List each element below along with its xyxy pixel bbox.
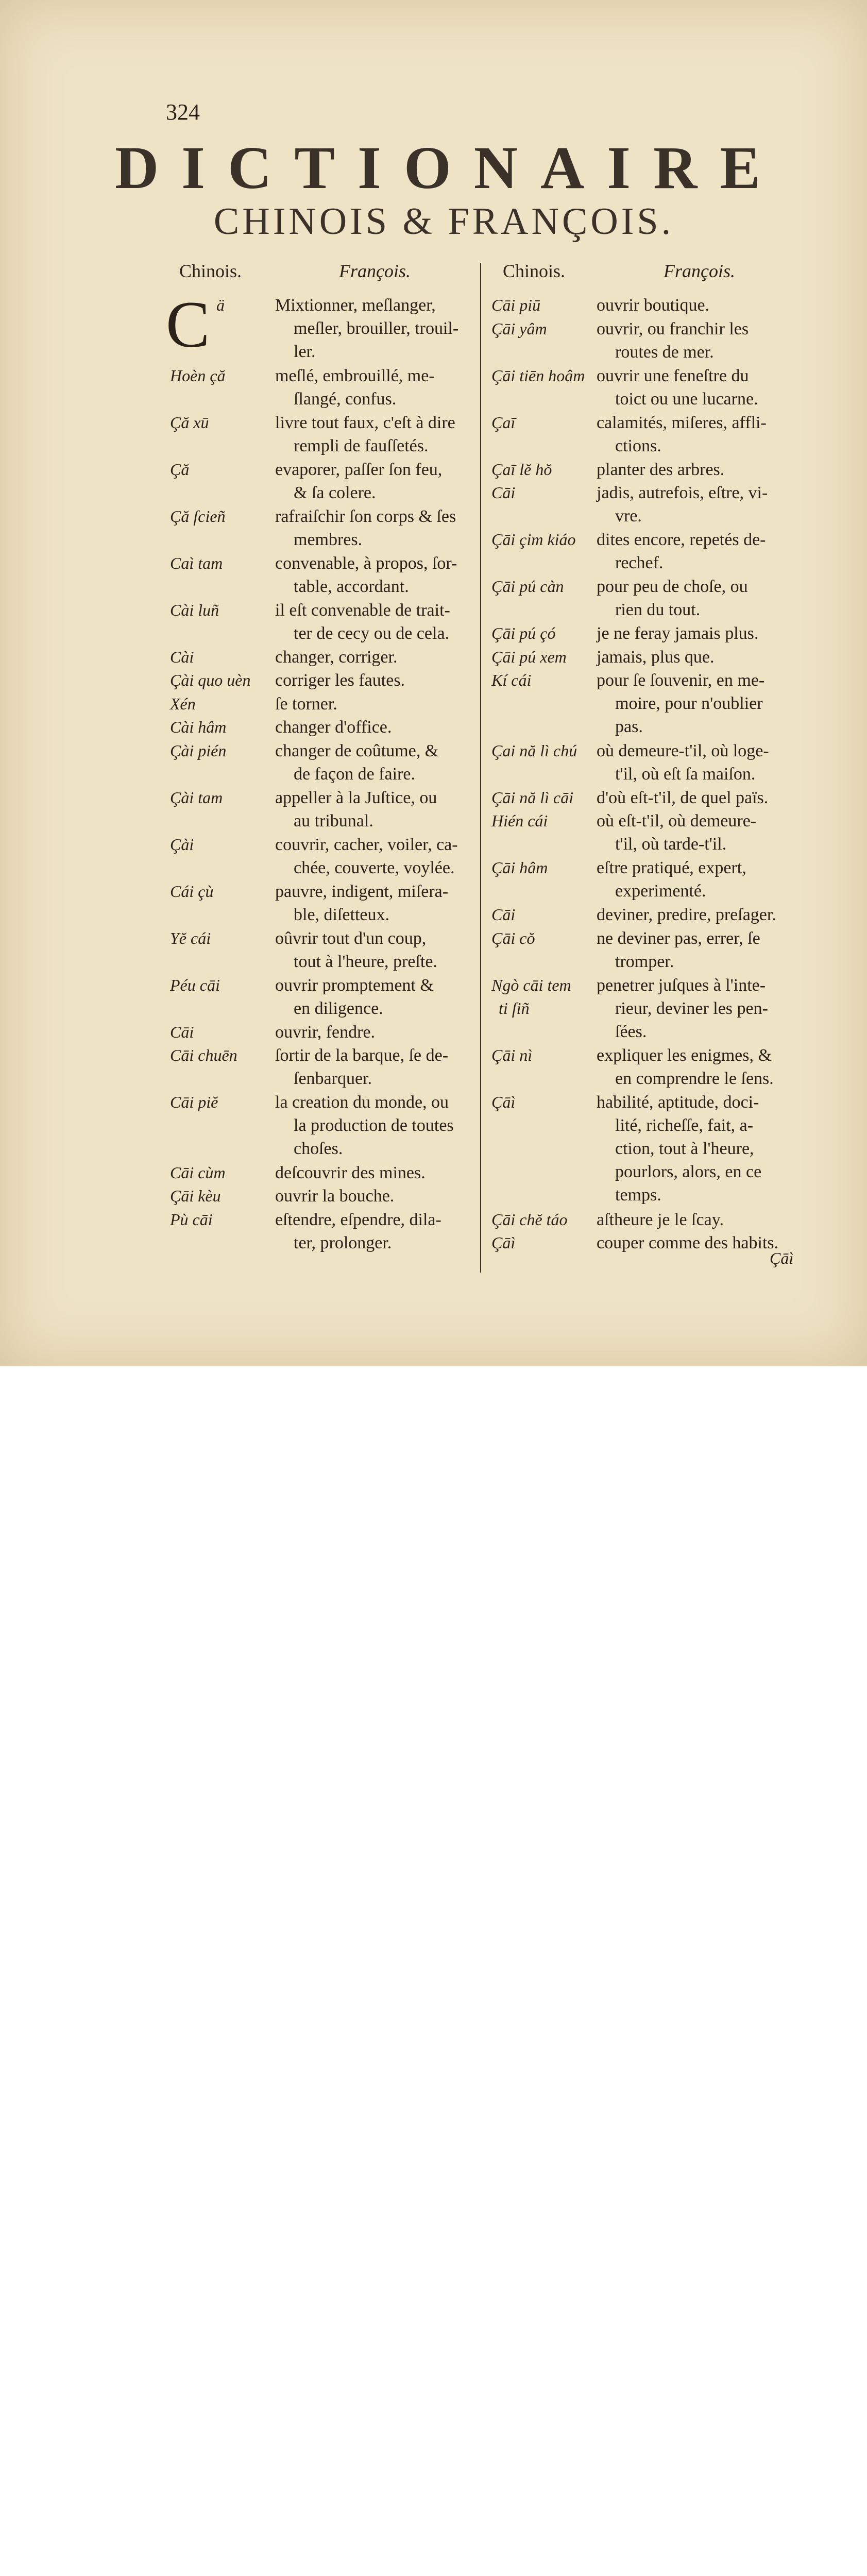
definition-line: d'où eſt-t'il, de quel païs. <box>597 788 769 807</box>
definition-line: jamais, plus que. <box>597 647 715 667</box>
headword: Çă xū <box>170 413 209 432</box>
definition <box>275 880 476 926</box>
definition-line: pas. <box>615 717 643 736</box>
definition-line: temps. <box>615 1185 661 1205</box>
definition <box>597 364 803 411</box>
definition-line: ſlangé, confus. <box>294 389 397 409</box>
catchword: Çāì <box>770 1249 794 1267</box>
definition-line: la creation du monde, ou <box>275 1093 449 1112</box>
definition-line: corriger les fautes. <box>275 671 405 690</box>
definition-line: meſler, brouiller, trouil- <box>294 319 459 338</box>
headword: Çāi pú xem <box>491 647 567 666</box>
headword: Çāi kèu <box>170 1187 221 1205</box>
definition-line: vre. <box>615 506 642 526</box>
definition-line: ler. <box>294 342 316 361</box>
definition-line: habilité, aptitude, doci- <box>597 1093 759 1112</box>
headword: Çāi cŏ <box>491 928 535 947</box>
definition <box>597 809 803 856</box>
definition <box>597 294 803 317</box>
definition <box>275 716 476 739</box>
definition-line: ſenbarquer. <box>294 1069 372 1088</box>
definition <box>275 1208 476 1255</box>
headword: Cāi piĕ <box>170 1093 218 1111</box>
definition-line: routes de mer. <box>615 342 714 362</box>
definition <box>275 411 476 457</box>
definition-line: pauvre, indigent, miſera- <box>275 882 449 901</box>
footer-bar <box>0 1366 867 1431</box>
page-number: 324 <box>166 99 200 125</box>
definition <box>275 1184 476 1208</box>
headword: Caì tam <box>170 553 223 572</box>
definition-line: ouvrir la bouche. <box>275 1187 395 1206</box>
definition <box>597 739 803 786</box>
definition-line: lité, richeſſe, fait, a- <box>615 1116 754 1135</box>
headword: Cāi piū <box>491 296 541 314</box>
headword: Çāi yâm <box>491 319 547 338</box>
definition-line: pour ſe ſouvenir, en me- <box>597 671 765 690</box>
definition <box>275 552 476 598</box>
definition-line: en comprendre le ſens. <box>615 1069 774 1088</box>
definition-line: table, accordant. <box>294 577 409 596</box>
definition-line: où eſt-t'il, où demeure- <box>597 811 757 831</box>
headword: Cái çù <box>170 882 214 901</box>
definition-line: deviner, predire, preſager. <box>597 905 776 924</box>
definition <box>275 739 476 786</box>
definition-line: pour peu de choſe, ou <box>597 577 748 596</box>
headword: Çaī lĕ hŏ <box>491 460 552 479</box>
definition-line: appeller à la Juſtice, ou <box>275 788 437 807</box>
definition-line: livre tout faux, c'eſt à dire <box>275 413 455 432</box>
headword: Hoèn çă <box>170 366 226 385</box>
headword: Çāi nì <box>491 1046 533 1064</box>
definition-line: deſcouvrir des mines. <box>275 1163 426 1182</box>
definition <box>597 927 803 973</box>
headword: Cāi <box>170 1022 194 1041</box>
definition <box>275 505 476 551</box>
definition-line: planter des arbres. <box>597 460 725 479</box>
definition <box>597 1208 803 1231</box>
headword: Hién cái <box>491 811 548 830</box>
definition-line: en diligence. <box>294 998 383 1018</box>
definition <box>597 575 803 621</box>
definition-line: t'il, où tarde-t'il. <box>615 835 727 854</box>
definition <box>275 669 476 692</box>
definition <box>597 1044 803 1090</box>
headword: Çai nă lì chú <box>491 741 577 760</box>
definition <box>597 528 803 574</box>
definition <box>275 1044 476 1090</box>
definition-line: penetrer juſques à l'inte- <box>597 975 766 995</box>
headword: Çāì <box>491 1093 516 1111</box>
definition-line: ouvrir, fendre. <box>275 1022 376 1042</box>
definition-line: rechef. <box>615 553 664 572</box>
definition-line: où demeure-t'il, où loge- <box>597 741 769 760</box>
definition <box>597 903 803 926</box>
title-line-2: CHINOIS & FRANÇOIS. <box>213 200 674 243</box>
definition <box>275 1091 476 1160</box>
definition-line: tromper. <box>615 952 674 971</box>
definition-line: ſées. <box>615 1022 647 1041</box>
definition <box>597 411 803 457</box>
definition-line: je ne feray jamais plus. <box>597 624 759 643</box>
definition-line: changer, corriger. <box>275 647 398 667</box>
headword: Péu cāi <box>170 975 220 994</box>
definition-line: calamités, miſeres, affli- <box>597 413 767 432</box>
definition <box>275 294 476 363</box>
column-divider <box>480 263 481 1273</box>
definition-line: ouvrir boutique. <box>597 296 710 315</box>
definition-line: changer d'office. <box>275 718 392 737</box>
definition <box>275 1161 476 1184</box>
definition <box>597 1091 803 1207</box>
definition-line: ouvrir promptement & <box>275 975 434 995</box>
definition <box>597 856 803 903</box>
headword: Çāi hâm <box>491 858 548 877</box>
definition-line: ction, tout à l'heure, <box>615 1139 754 1158</box>
definition <box>275 692 476 716</box>
definition <box>275 974 476 1020</box>
headword: Xén <box>170 694 196 713</box>
definition-line: pourlors, alors, en ce <box>615 1162 762 1181</box>
definition <box>597 786 803 809</box>
left-header-french: François. <box>339 261 411 281</box>
headword: Çāì <box>491 1233 516 1252</box>
definition-line: ble, diſetteux. <box>294 905 390 924</box>
headword: Kí cái <box>491 671 532 689</box>
headword: Çaī <box>491 413 516 432</box>
definition-line: rieur, deviner les pen- <box>615 998 768 1018</box>
definition-line: moire, pour n'oublier <box>615 694 763 713</box>
right-header-chinese: Chinois. <box>503 261 566 281</box>
definition <box>597 317 803 364</box>
right-header-french: François. <box>664 261 735 281</box>
definition-line: experimenté. <box>615 882 706 901</box>
definition-line: Mixtionner, meſlanger, <box>275 296 436 315</box>
headword: Cài luñ <box>170 600 219 619</box>
headword: Cāi <box>491 905 516 924</box>
headword: Çă ſcieñ <box>170 506 226 526</box>
definition-line: rien du tout. <box>615 600 701 619</box>
definition-line: tout à l'heure, preſte. <box>294 952 437 971</box>
definition-line: ſortir de la barque, ſe de- <box>275 1046 449 1065</box>
definition <box>275 646 476 669</box>
definition-line: aſtheure je le ſcay. <box>597 1210 724 1229</box>
definition-line: ter de cecy ou de cela. <box>294 623 450 643</box>
headword: Cài hâm <box>170 718 227 736</box>
headword: Ngò cāi tem <box>491 975 571 994</box>
headword: Cāi cùm <box>170 1163 226 1182</box>
definition <box>275 833 476 879</box>
definition-line: oûvrir tout d'un coup, <box>275 928 427 948</box>
definition-line: t'il, où eſt ſa maiſon. <box>615 764 756 784</box>
headword: Çāi pú càn <box>491 577 564 596</box>
definition-line: ouvrir une feneſtre du <box>597 366 749 385</box>
definition <box>597 622 803 645</box>
definition-line: ouvrir, ou franchir les <box>597 319 749 338</box>
definition-line: meſlé, embrouillé, me- <box>275 366 435 385</box>
definition <box>597 974 803 1043</box>
definition-line: il eſt convenable de trait- <box>275 600 450 620</box>
definition-line: choſes. <box>294 1139 343 1158</box>
headword: Cāi chuēn <box>170 1046 237 1064</box>
headword: Cài <box>170 647 194 666</box>
definition-line: au tribunal. <box>294 811 373 831</box>
definition-line: de façon de faire. <box>294 764 415 784</box>
headword-continuation: ti ſiñ <box>499 999 530 1018</box>
definition-line: ſe torner. <box>275 694 337 714</box>
definition-line: changer de coûtume, & <box>275 741 439 760</box>
definition-line: jadis, autrefois, eſtre, vi- <box>597 483 768 502</box>
definition-line: eſtre pratiqué, expert, <box>597 858 746 877</box>
definition-line: rafraiſchir ſon corps & ſes <box>275 506 456 526</box>
definition-line: ctions. <box>615 436 661 455</box>
headword: Çāi chĕ táo <box>491 1210 568 1229</box>
headword: Çă <box>170 460 190 479</box>
definition-line: toict ou une lucarne. <box>615 389 758 409</box>
definition-line: rempli de fauſſetés. <box>294 436 429 455</box>
definition-line: ne deviner pas, errer, ſe <box>597 928 760 948</box>
definition-line: membres. <box>294 530 363 549</box>
headword: Yĕ cái <box>170 928 211 947</box>
definition-line: convenable, à propos, ſor- <box>275 553 457 573</box>
definition <box>275 786 476 833</box>
definition <box>275 1021 476 1044</box>
headword: Pù cāi <box>170 1210 213 1229</box>
initial-letter: C <box>166 288 210 361</box>
headword: Çài <box>170 835 194 854</box>
headword: Çài quo uèn <box>170 671 251 689</box>
definition <box>597 481 803 528</box>
definition <box>597 669 803 738</box>
definition <box>597 458 803 481</box>
headword: ä <box>216 296 225 314</box>
definition-line: expliquer les enigmes, & <box>597 1046 772 1065</box>
headword: Çāi tiēn hoâm <box>491 366 585 385</box>
headword: Çài pién <box>170 741 227 760</box>
title-line-1: DICTIONAIRE <box>114 134 784 201</box>
definition-line: couper comme des habits. <box>597 1233 779 1252</box>
definition <box>275 927 476 973</box>
definition-line: chée, couverte, voylée. <box>294 858 455 877</box>
headword: Çāi çim kiáo <box>491 530 576 549</box>
definition <box>275 599 476 645</box>
definition <box>597 646 803 669</box>
headword: Cāi <box>491 483 516 502</box>
left-header-chinese: Chinois. <box>179 261 242 281</box>
definition-line: la production de toutes <box>294 1116 454 1135</box>
headword: Çāi pú çó <box>491 624 556 642</box>
definition-line: couvrir, cacher, voiler, ca- <box>275 835 458 854</box>
definition <box>275 458 476 504</box>
headword: Çāi nă lì cāi <box>491 788 574 807</box>
definition-line: dites encore, repetés de- <box>597 530 766 549</box>
definition-line: evaporer, paſſer ſon feu, <box>275 460 443 479</box>
definition <box>275 364 476 411</box>
definition-line: ter, prolonger. <box>294 1233 392 1252</box>
definition-line: eſtendre, eſpendre, dila- <box>275 1210 441 1229</box>
definition-line: & ſa colere. <box>294 483 376 502</box>
headword: Çài tam <box>170 788 223 807</box>
